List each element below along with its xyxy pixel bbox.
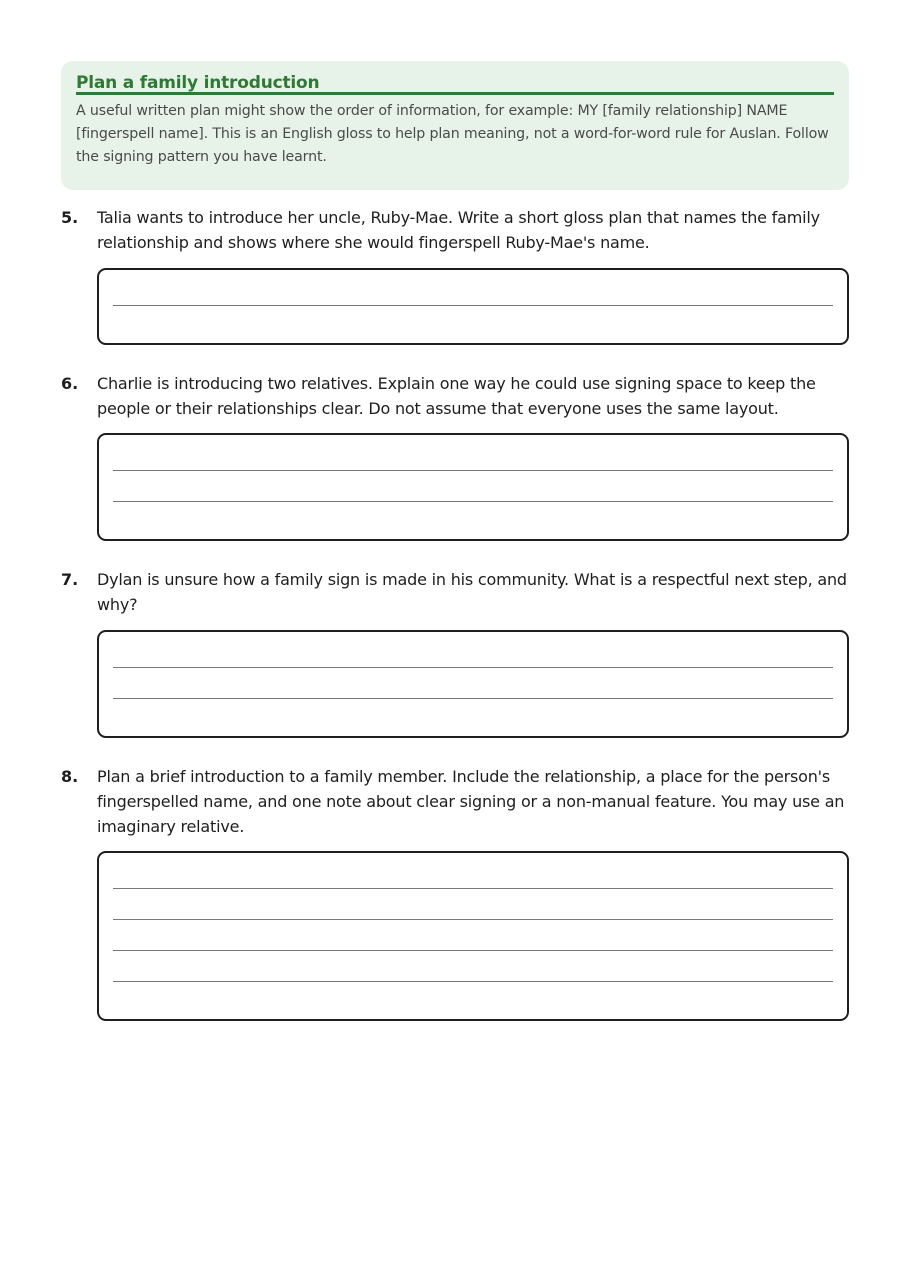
answer-box-7[interactable] bbox=[97, 630, 849, 738]
question-text: Dylan is unsure how a family sign is made in his community. What is a respectful next step, and why? bbox=[97, 570, 847, 614]
answer-line bbox=[113, 305, 833, 306]
answer-line bbox=[113, 667, 833, 668]
answer-box-8[interactable] bbox=[97, 851, 849, 1021]
question-number: 8. bbox=[61, 767, 79, 786]
answer-line bbox=[113, 470, 833, 471]
question-text: Plan a brief introduction to a family member. Include the relationship, a place for the person's fingerspelled name, and one note about clear signing or a non-manual feature. You may use an imaginary relative. bbox=[97, 767, 845, 836]
question-number: 5. bbox=[61, 208, 79, 227]
answer-line bbox=[113, 888, 833, 889]
answer-line bbox=[113, 950, 833, 951]
info-title: Plan a family introduction bbox=[76, 73, 320, 93]
question-text: Charlie is introducing two relatives. Explain one way he could use signing space to keep the people or their relationships clear. Do not assume that everyone uses the same layout. bbox=[97, 374, 816, 418]
question-text: Talia wants to introduce her uncle, Ruby-Mae. Write a short gloss plan that names the family relationship and shows where she would fingerspell Ruby-Mae's name. bbox=[97, 208, 820, 252]
answer-line bbox=[113, 698, 833, 699]
answer-line bbox=[113, 919, 833, 920]
question-number: 6. bbox=[61, 374, 79, 393]
info-body: A useful written plan might show the order of information, for example: MY [family relationship] NAME [fingerspell name]. This is an English gloss to help plan meaning, not a word-for-word rule for Auslan. Follow the signing pattern you have learnt. bbox=[76, 103, 829, 165]
answer-line bbox=[113, 981, 833, 982]
info-panel bbox=[61, 61, 849, 190]
answer-box-5[interactable] bbox=[97, 268, 849, 345]
answer-line bbox=[113, 501, 833, 502]
answer-box-6[interactable] bbox=[97, 433, 849, 541]
question-number: 7. bbox=[61, 570, 79, 589]
